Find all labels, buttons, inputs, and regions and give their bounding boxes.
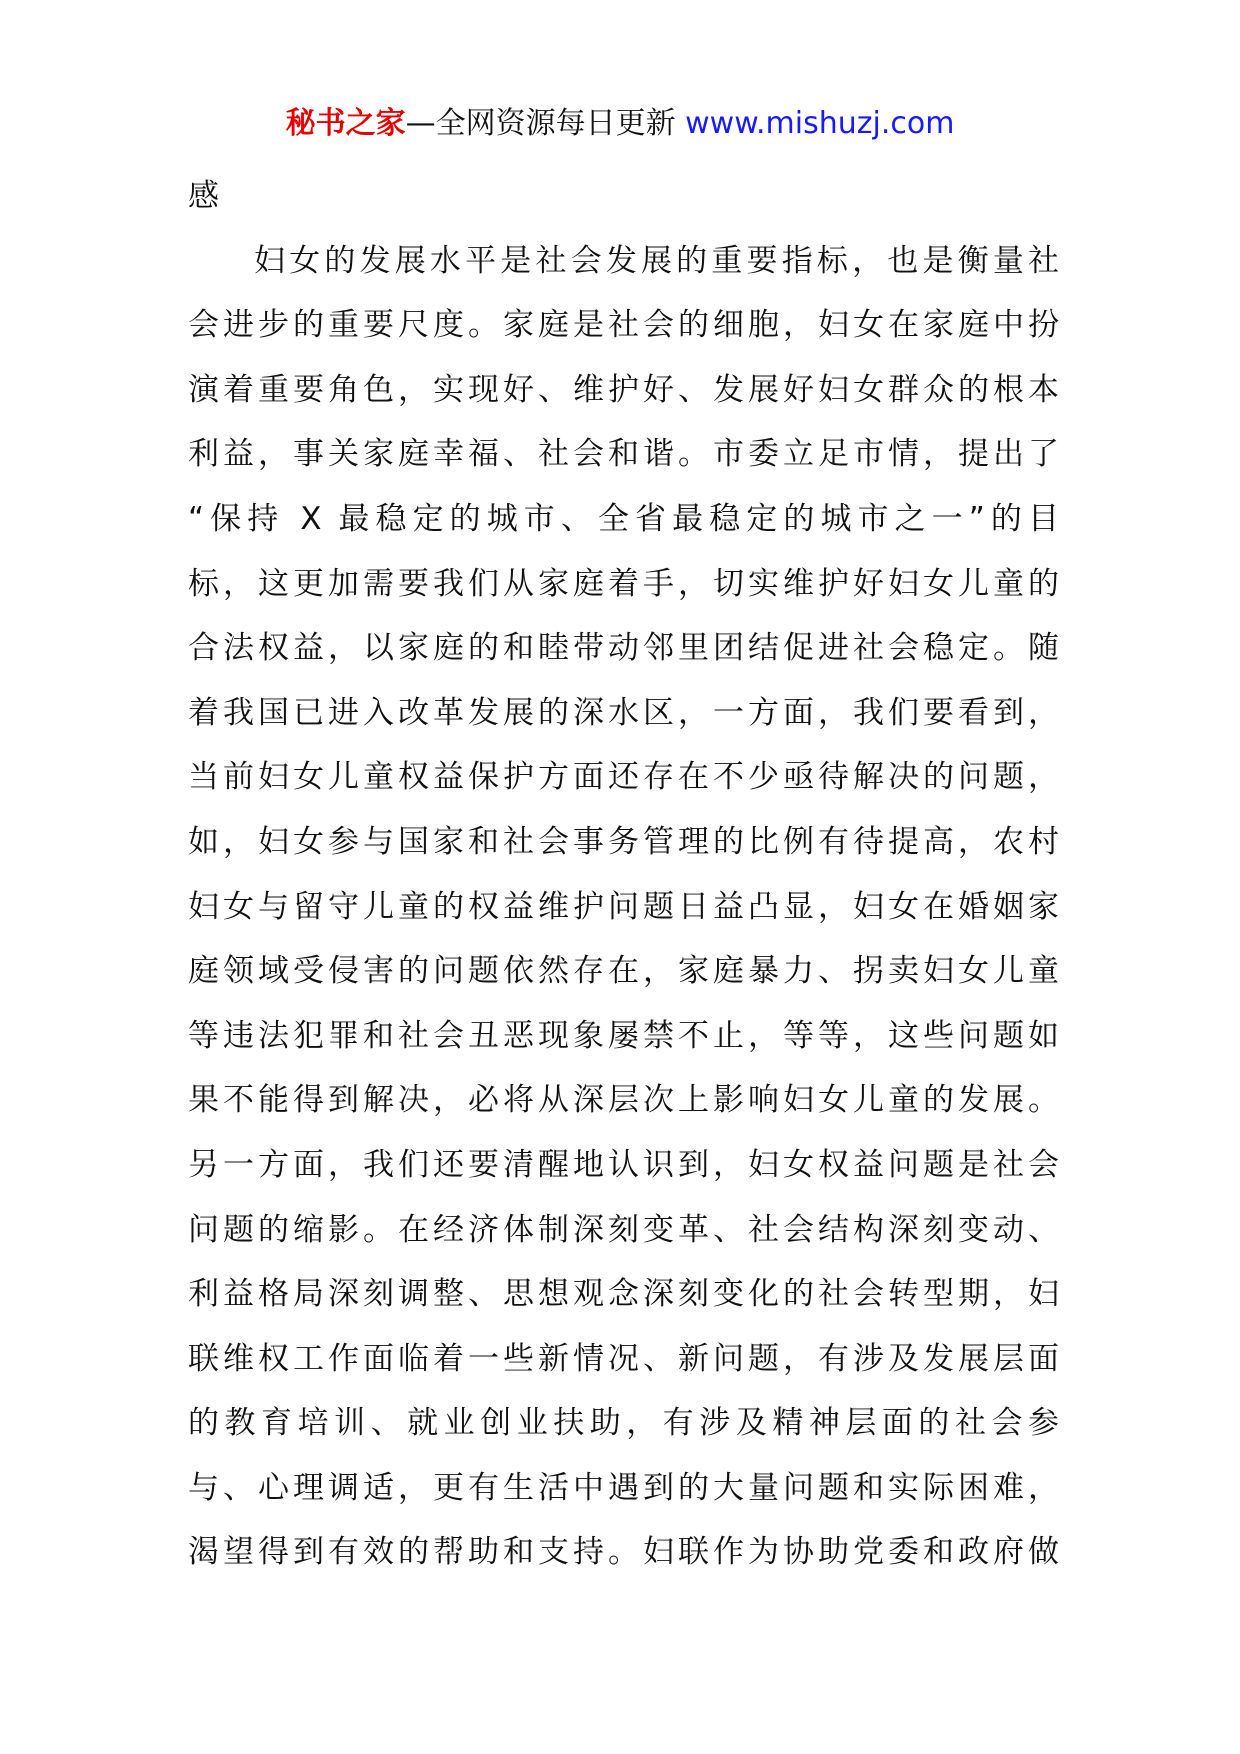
text-line: 庭领域受侵害的问题依然存在，家庭暴力、拐卖妇女儿童 [188,953,1060,990]
text-line: 着我国已进入改革发展的深水区，一方面，我们要看到， [188,694,1060,731]
text-line: 会进步的重要尺度。家庭是社会的细胞，妇女在家庭中扮 [188,307,1060,344]
header-tagline: —全网资源每日更新 [405,106,686,141]
text-line: 果不能得到解决，必将从深层次上影响妇女儿童的发展。 [188,1082,1060,1119]
page-header [0,104,1240,144]
text-line: 利益格局深刻调整、思想观念深刻变化的社会转型期，妇 [188,1276,1060,1313]
text-line: 当前妇女儿童权益保护方面还存在不少亟待解决的问题， [188,759,1060,796]
text-line: 标，这更加需要我们从家庭着手，切实维护好妇女儿童的 [188,565,1060,602]
text-line: 与、心理调适，更有生活中遇到的大量问题和实际困难， [188,1469,1060,1506]
text-line: 利益，事关家庭幸福、社会和谐。市委立足市情，提出了 [188,436,1060,473]
text-line: “保持 X 最稳定的城市、全省最稳定的城市之一”的目 [188,500,1060,537]
site-url-link[interactable]: www.mishuzj.com [685,106,955,141]
text-line: 妇女的发展水平是社会发展的重要指标，也是衡量社 [254,242,1060,279]
text-line: 等违法犯罪和社会丑恶现象屡禁不止，等等，这些问题如 [188,1017,1060,1054]
text-line: 演着重要角色，实现好、维护好、发展好妇女群众的根本 [188,371,1060,408]
brand-name: 秘书之家 [285,106,406,141]
text-line: 另一方面，我们还要清醒地认识到，妇女权益问题是社会 [188,1146,1060,1183]
body-text [188,164,1060,1585]
text-line: 合法权益，以家庭的和睦带动邻里团结促进社会稳定。随 [188,630,1060,667]
text-line: 如，妇女参与国家和社会事务管理的比例有待提高，农村 [188,823,1060,860]
text-line: 的教育培训、就业创业扶助，有涉及精神层面的社会参 [188,1405,1060,1442]
text-line: 联维权工作面临着一些新情况、新问题，有涉及发展层面 [188,1340,1060,1377]
text-line: 渴望得到有效的帮助和支持。妇联作为协助党委和政府做 [188,1534,1060,1571]
text-line: 妇女与留守儿童的权益维护问题日益凸显，妇女在婚姻家 [188,888,1060,925]
text-line: 感 [188,178,220,214]
text-line: 问题的缩影。在经济体制深刻变革、社会结构深刻变动、 [188,1211,1060,1248]
